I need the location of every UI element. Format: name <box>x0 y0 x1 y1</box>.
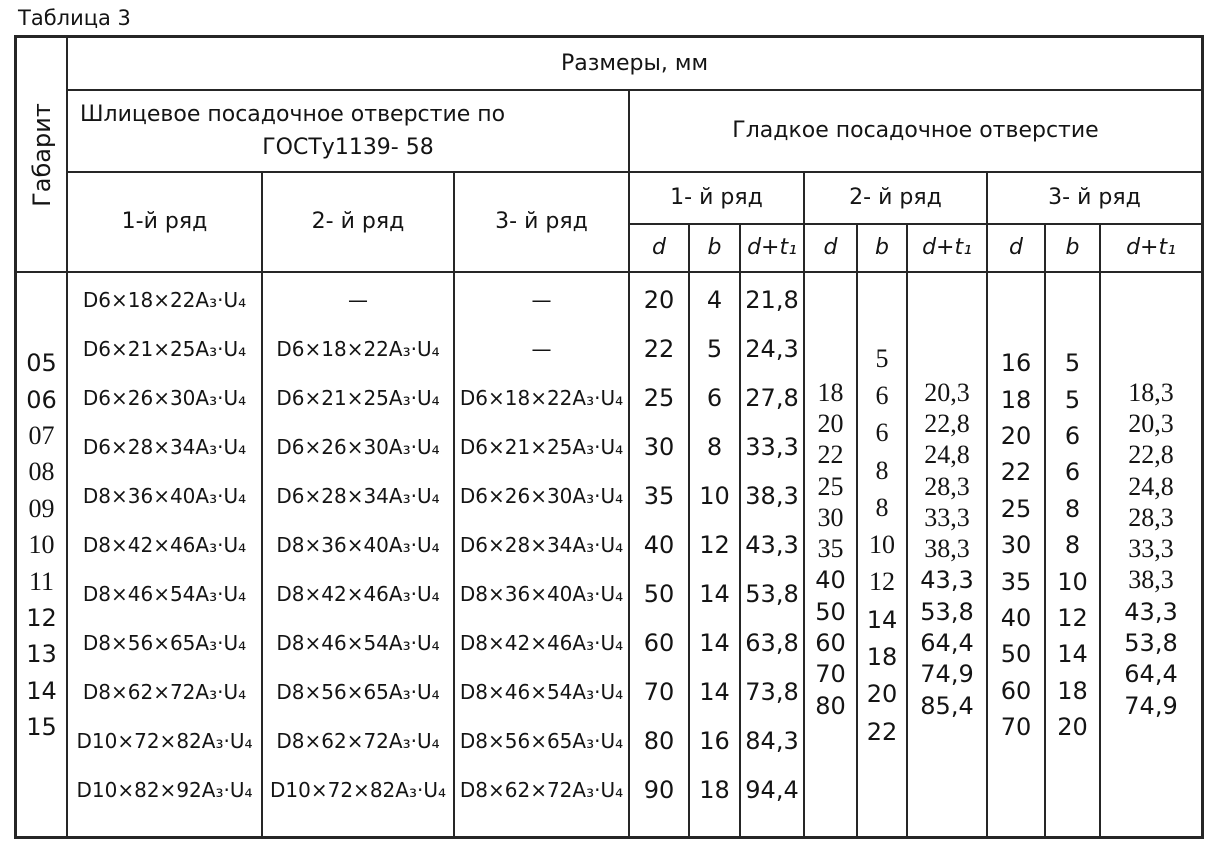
dt-value: 28,3 <box>924 471 970 501</box>
spline-designation: D6×28×34A₃·U₄ <box>459 533 624 558</box>
dt-value: 38,3 <box>924 534 970 564</box>
gabarit-values-column <box>17 273 68 836</box>
b-value: 18 <box>699 776 730 805</box>
gabarit-header-cell <box>17 38 68 273</box>
b-value: 6 <box>875 380 889 410</box>
dt-value: 24,3 <box>745 334 799 363</box>
d-value: 40 <box>815 566 846 595</box>
b-value: 6 <box>706 383 723 412</box>
sub-header-d-2: d <box>805 225 858 273</box>
b-value: 8 <box>1064 531 1081 560</box>
b-value: 14 <box>866 605 898 634</box>
d-value: 60 <box>815 629 846 658</box>
smooth1-b-column <box>690 273 741 836</box>
spline-designation: D8×62×72A₃·U₄ <box>82 680 247 705</box>
dt-value: 20,3 <box>924 377 970 407</box>
d-value: 80 <box>815 691 846 720</box>
spline-designation: D6×21×25A₃·U₄ <box>82 336 247 361</box>
b-value: 6 <box>1064 458 1081 487</box>
smooth1-d-column <box>630 273 690 836</box>
d-value: 30 <box>817 502 844 532</box>
d-value: 16 <box>1000 349 1032 378</box>
spline-designation: D8×62×72A₃·U₄ <box>276 729 440 754</box>
b-value: 10 <box>869 530 895 560</box>
gabarit-value: 08 <box>28 457 55 487</box>
gabarit-value: 13 <box>26 640 57 669</box>
d-value: 18 <box>817 377 844 407</box>
spline-row3-column <box>455 273 630 836</box>
b-value: 20 <box>866 680 898 709</box>
dt-value: 53,8 <box>1124 629 1178 658</box>
gabarit-value: 14 <box>26 676 57 705</box>
dt-value: 84,3 <box>745 727 799 756</box>
smooth3-b-column <box>1046 273 1101 836</box>
dt-value: 28,3 <box>1128 502 1174 532</box>
dt-value: 27,8 <box>745 383 799 412</box>
spline-designation: — <box>531 287 552 312</box>
dt-value: 22,8 <box>1128 440 1174 470</box>
dt-value: 74,9 <box>1124 691 1178 720</box>
spline-designation: D6×26×30A₃·U₄ <box>276 434 440 459</box>
b-value: 6 <box>875 418 889 448</box>
sub-header-b-2: b <box>858 225 908 273</box>
spline-designation: D8×56×65A₃·U₄ <box>82 631 247 656</box>
spline-designation: D6×18×22A₃·U₄ <box>82 287 247 312</box>
d-value: 20 <box>643 285 675 314</box>
spline-designation: D8×42×46A₃·U₄ <box>276 582 440 607</box>
spline-designation: D8×46×54A₃·U₄ <box>459 680 624 705</box>
gabarit-header-label: Габарит <box>27 102 56 207</box>
spline-section-header <box>68 91 630 173</box>
gabarit-value: 10 <box>28 530 55 560</box>
spline-designation: D8×56×65A₃·U₄ <box>276 680 440 705</box>
spline-designation: D8×56×65A₃·U₄ <box>459 729 624 754</box>
smooth2-d-column <box>805 273 858 836</box>
spline-designation: D10×72×82A₃·U₄ <box>76 729 253 754</box>
dt-value: 33,3 <box>924 502 970 532</box>
b-value: 12 <box>1057 603 1088 632</box>
spline-designation: D8×42×46A₃·U₄ <box>459 631 624 656</box>
spline-designation: D6×26×30A₃·U₄ <box>459 483 624 508</box>
b-value: 8 <box>875 455 889 485</box>
dt-value: 24,8 <box>1128 471 1174 501</box>
dt-value: 43,3 <box>1124 597 1178 626</box>
spline-designation: D8×36×40A₃·U₄ <box>459 582 624 607</box>
b-value: 14 <box>699 580 730 609</box>
b-value: 18 <box>866 643 898 672</box>
b-value: 5 <box>706 334 723 363</box>
dt-value: 33,3 <box>745 432 799 461</box>
b-value: 8 <box>706 432 723 461</box>
dt-value: 94,4 <box>745 776 799 805</box>
d-value: 90 <box>643 776 675 805</box>
gabarit-value: 05 <box>26 349 57 378</box>
smooth3-dt-column <box>1101 273 1201 836</box>
gabarit-value: 09 <box>28 493 55 523</box>
b-value: 14 <box>1057 640 1088 669</box>
spline-designation: D6×18×22A₃·U₄ <box>459 385 624 410</box>
smooth3-d-column <box>988 273 1046 836</box>
d-value: 40 <box>643 531 675 560</box>
spline-designation: D6×21×25A₃·U₄ <box>276 385 440 410</box>
spline-col2-header: 2- й ряд <box>263 173 455 273</box>
spline-designation: — <box>531 336 552 361</box>
d-value: 60 <box>1000 676 1032 705</box>
spline-row2-column <box>263 273 455 836</box>
d-value: 30 <box>1000 531 1032 560</box>
b-value: 14 <box>699 629 730 658</box>
spline-designation: D6×28×34A₃·U₄ <box>82 434 247 459</box>
dt-value: 64,4 <box>920 629 974 658</box>
b-value: 20 <box>1057 713 1088 742</box>
dt-value: 53,8 <box>920 597 974 626</box>
dt-value: 22,8 <box>924 408 970 438</box>
sub-header-b-1: b <box>690 225 741 273</box>
gabarit-value: 11 <box>28 566 55 596</box>
b-value: 5 <box>1064 385 1081 414</box>
gabarit-value: 15 <box>26 713 57 742</box>
dt-value: 64,4 <box>1124 660 1178 689</box>
sub-header-dt-3: d+t₁ <box>1101 225 1201 273</box>
smooth2-b-column <box>858 273 908 836</box>
b-value: 12 <box>699 531 730 560</box>
smooth-section-header: Гладкое посадочное отверстие <box>630 91 1201 173</box>
b-value: 18 <box>1057 676 1088 705</box>
dt-value: 53,8 <box>745 580 799 609</box>
d-value: 22 <box>643 334 675 363</box>
gabarit-value: 07 <box>28 420 55 450</box>
b-value: 16 <box>699 727 730 756</box>
dt-value: 63,8 <box>745 629 799 658</box>
b-value: 8 <box>875 492 889 522</box>
spline-designation: D6×18×22A₃·U₄ <box>276 336 440 361</box>
d-value: 35 <box>1000 567 1032 596</box>
d-value: 80 <box>643 727 675 756</box>
d-value: 25 <box>1000 494 1032 523</box>
spline-designation: D8×42×46A₃·U₄ <box>82 533 247 558</box>
d-value: 18 <box>1000 385 1032 414</box>
d-value: 40 <box>1000 603 1032 632</box>
b-value: 6 <box>1064 421 1081 450</box>
d-value: 50 <box>1000 640 1032 669</box>
spline-designation: D6×26×30A₃·U₄ <box>82 385 247 410</box>
smooth1-dt-column <box>741 273 805 836</box>
dt-value: 85,4 <box>920 691 974 720</box>
d-value: 60 <box>643 629 675 658</box>
dt-value: 43,3 <box>920 566 974 595</box>
b-value: 4 <box>706 285 723 314</box>
sub-header-dt-1: d+t₁ <box>741 225 805 273</box>
sub-header-b-3: b <box>1046 225 1101 273</box>
spline-row1-column <box>68 273 263 836</box>
dt-value: 43,3 <box>745 531 799 560</box>
d-value: 50 <box>643 580 675 609</box>
dimensions-table <box>14 35 1204 839</box>
spline-designation: D10×72×82A₃·U₄ <box>270 778 446 803</box>
d-value: 25 <box>817 471 844 501</box>
smooth-col2-header: 2- й ряд <box>805 173 988 225</box>
spline-col3-header: 3- й ряд <box>455 173 630 273</box>
dt-value: 33,3 <box>1128 534 1174 564</box>
smooth-col1-header: 1- й ряд <box>630 173 805 225</box>
b-value: 8 <box>1064 494 1081 523</box>
sub-header-d-1: d <box>630 225 690 273</box>
b-value: 22 <box>866 717 898 746</box>
dt-value: 38,3 <box>745 481 799 510</box>
smooth2-dt-column <box>908 273 988 836</box>
b-value: 10 <box>699 481 730 510</box>
b-value: 12 <box>869 567 895 597</box>
spline-designation: D8×36×40A₃·U₄ <box>82 483 247 508</box>
d-value: 70 <box>815 660 846 689</box>
sub-header-d-3: d <box>988 225 1046 273</box>
sub-header-dt-2: d+t₁ <box>908 225 988 273</box>
dt-value: 20,3 <box>1128 408 1174 438</box>
table-caption: Таблица 3 <box>18 6 131 30</box>
b-value: 5 <box>875 343 889 373</box>
spline-designation: D6×28×34A₃·U₄ <box>276 483 440 508</box>
spline-section-title-line1: Шлицевое посадочное отверстие по <box>80 101 506 127</box>
dt-value: 38,3 <box>1128 565 1174 595</box>
d-value: 35 <box>643 481 675 510</box>
d-value: 20 <box>1000 421 1032 450</box>
d-value: 20 <box>817 408 844 438</box>
spline-designation: D8×62×72A₃·U₄ <box>459 778 624 803</box>
gabarit-value: 12 <box>26 603 57 632</box>
b-value: 5 <box>1064 349 1081 378</box>
d-value: 25 <box>643 383 675 412</box>
spline-col1-header: 1-й ряд <box>68 173 263 273</box>
d-value: 70 <box>643 678 675 707</box>
d-value: 50 <box>815 597 846 626</box>
spline-designation: — <box>348 287 368 312</box>
spline-designation: D8×46×54A₃·U₄ <box>276 631 440 656</box>
smooth-col3-header: 3- й ряд <box>988 173 1201 225</box>
d-value: 22 <box>817 440 844 470</box>
b-value: 14 <box>699 678 730 707</box>
dt-value: 74,9 <box>920 660 974 689</box>
spline-designation: D8×46×54A₃·U₄ <box>82 582 247 607</box>
dt-value: 21,8 <box>745 285 799 314</box>
spline-designation: D8×36×40A₃·U₄ <box>276 533 440 558</box>
spline-designation: D6×21×25A₃·U₄ <box>459 434 624 459</box>
sizes-header-cell: Размеры, мм <box>68 38 1201 91</box>
dt-value: 18,3 <box>1128 377 1174 407</box>
spline-section-title-line2: ГОСТу1139- 58 <box>262 135 434 160</box>
b-value: 10 <box>1057 567 1088 596</box>
d-value: 35 <box>817 534 844 564</box>
spline-designation: D10×82×92A₃·U₄ <box>76 778 253 803</box>
d-value: 30 <box>643 432 675 461</box>
d-value: 22 <box>1000 458 1032 487</box>
dt-value: 73,8 <box>745 678 799 707</box>
d-value: 70 <box>1000 713 1032 742</box>
dt-value: 24,8 <box>924 440 970 470</box>
gabarit-value: 06 <box>26 385 57 414</box>
